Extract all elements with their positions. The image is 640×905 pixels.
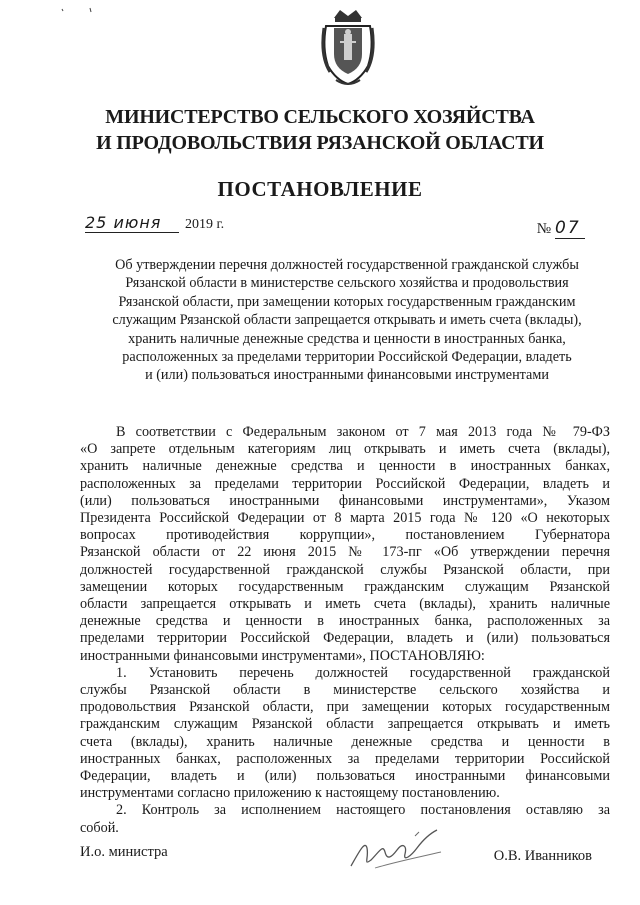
handwritten-date: 25 июня	[85, 213, 179, 233]
title-line: Рязанской области в министерстве сельского хозяйства и продовольствия	[125, 275, 569, 292]
body-line: денежные средства и ценности в иностранных банка, расположенных за	[80, 613, 610, 630]
signatory-role: И.о. министра	[80, 844, 168, 860]
body-line: Президента Российской Федерации от 8 марта 2015 года № 120 «О некоторых	[80, 510, 610, 527]
title-line: служащим Рязанской области запрещается открывать и иметь счета (вклады),	[112, 312, 582, 329]
body-line: иностранными финансовыми инструментами», ПОСТАНОВЛЯЮ:	[80, 647, 485, 664]
ministry-line-2: И ПРОДОВОЛЬСТВИЯ РЯЗАНСКОЙ ОБЛАСТИ	[96, 132, 544, 154]
body-line: В соответствии с Федеральным законом от 7 мая 2013 года № 79-ФЗ	[116, 424, 610, 440]
document-date	[85, 213, 224, 233]
body-line: Рязанской области от 22 июня 2015 № 173-пг «Об утверждении перечня	[80, 544, 610, 561]
clause-1-line: продовольствия Рязанской области, при замещении которых государственным	[80, 699, 610, 716]
body-line: (или) пользоваться иностранными финансовыми инструментами», Указом	[80, 492, 610, 509]
title-line: Об утверждении перечня должностей государственной гражданской службы	[115, 257, 579, 273]
clause-1-line: Федерации, владеть и (или) пользоваться иностранными финансовыми	[80, 768, 610, 785]
body-line: вопросах противодействия коррупции», постановлением Губернатора	[80, 527, 610, 544]
clause-1-line: иностранных банках, расположенных за пределами территории Российской	[80, 750, 610, 767]
ministry-line-1: МИНИСТЕРСТВО СЕЛЬСКОГО ХОЗЯЙСТВА	[105, 106, 535, 128]
title-line: и (или) пользоваться иностранными финансовыми инструментами	[145, 367, 549, 384]
handwritten-number: 07	[555, 218, 585, 239]
body-line: области запрещается открывать и иметь счета (вклады), хранить наличные	[80, 596, 610, 613]
coat-of-arms-emblem	[320, 8, 376, 88]
ministry-name	[60, 104, 580, 156]
clause-1-line: службы Рязанской области в министерстве сельского хозяйства и	[80, 682, 610, 699]
clause-1-line: инструментами согласно приложению к настоящему постановлению.	[80, 785, 500, 802]
document-type-heading: ПОСТАНОВЛЕНИЕ	[217, 177, 423, 201]
document-title	[82, 256, 612, 385]
clause-2-line: собой.	[80, 819, 119, 836]
body-line: пределами территории Российской Федерации, владеть и (или) пользоваться	[80, 630, 610, 647]
signatory-name: О.В. Иванников	[493, 848, 592, 864]
handwritten-signature	[345, 822, 455, 874]
body-line: замещении которых государственным гражданским служащим Рязанской	[80, 578, 610, 595]
title-line: хранить наличные денежные средства и ценности в иностранных банка,	[128, 330, 566, 347]
title-line: Рязанской области, при замещении которых государственным гражданским	[118, 293, 576, 310]
clause-1-line: счета (вклады), хранить наличные денежные средства и ценности в	[80, 733, 610, 750]
body-line: хранить наличные денежные средства и ценности в иностранных банках,	[80, 458, 610, 475]
document-number	[537, 218, 585, 239]
scan-marks	[60, 6, 100, 18]
clause-2-line: 2. Контроль за исполнением настоящего постановления оставляю за	[116, 802, 610, 819]
body-line: расположенных за пределами территории Российской Федерации, владеть и	[80, 475, 610, 492]
number-prefix: №	[536, 221, 551, 237]
clause-1-line: 1. Установить перечень должностей государственной гражданской	[116, 664, 610, 681]
title-line: расположенных за пределами территории Российской Федерации, владеть	[122, 349, 572, 366]
date-year: 2019 г.	[185, 217, 225, 232]
body-line: должностей государственной гражданской службы Рязанской области, при	[80, 561, 610, 578]
document-body	[80, 424, 610, 837]
body-line: «О запрете отдельным категориям лиц открывать и иметь счета (вклады),	[80, 441, 610, 458]
clause-1-line: гражданским служащим Рязанской области запрещается открывать и иметь	[80, 716, 610, 733]
